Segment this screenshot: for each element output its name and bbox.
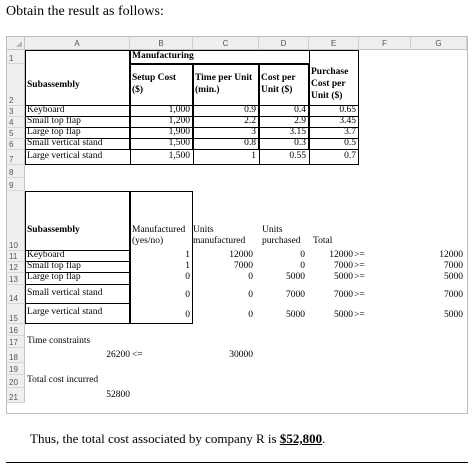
table2-name-cell[interactable]: Keyboard <box>27 250 65 260</box>
cost-per-unit-header: Cost per <box>261 73 296 83</box>
manufactured-header: Manufactured <box>132 225 186 235</box>
units-manufactured-cell[interactable]: 0 <box>248 272 253 282</box>
purchase-cost-header-line2: Cost per <box>311 79 346 89</box>
cost-per-unit-cell[interactable]: 2.9 <box>294 116 306 126</box>
table2-name-cell[interactable]: Small top flap <box>27 261 81 271</box>
time-available-cell[interactable]: 30000 <box>229 350 253 360</box>
manufactured-flag-cell[interactable]: 0 <box>185 290 190 300</box>
time-constraint-operator[interactable]: <= <box>132 350 143 360</box>
conclusion-sentence: Thus, the total cost associated by company R is <box>30 431 280 446</box>
total-cell[interactable]: 12000 <box>329 250 353 260</box>
row-header[interactable]: 10 <box>7 191 25 251</box>
purchase-cost-cell[interactable]: 0.65 <box>339 105 356 115</box>
setup-cost-cell[interactable]: 1,200 <box>168 116 190 126</box>
manufactured-flag-cell[interactable]: 1 <box>185 261 190 271</box>
row-header[interactable]: 3 <box>7 106 25 117</box>
units-purchased-header-line2: purchased <box>262 236 301 246</box>
row-header[interactable]: 16 <box>7 324 25 336</box>
column-header-f[interactable]: F <box>359 37 411 50</box>
manufactured-flag-cell[interactable]: 0 <box>185 310 190 320</box>
setup-cost-header: Setup Cost <box>132 73 177 83</box>
table2-row-divider <box>25 303 130 304</box>
table1-edge <box>309 150 310 165</box>
setup-cost-cell[interactable]: 1,500 <box>168 151 190 161</box>
units-manufactured-cell[interactable]: 0 <box>248 310 253 320</box>
time-constraints-label[interactable]: Time constraints <box>27 336 91 346</box>
cost-per-unit-cell[interactable]: 0.4 <box>294 105 306 115</box>
purchase-cost-cell[interactable]: 3.45 <box>339 116 356 126</box>
units-purchased-header: Units <box>262 225 283 235</box>
row-header[interactable]: 19 <box>7 363 25 375</box>
manufactured-flag-cell[interactable]: 1 <box>185 250 190 260</box>
total-cell[interactable]: 7000 <box>334 290 353 300</box>
row-header[interactable]: 7 <box>7 150 25 165</box>
units-purchased-cell[interactable]: 5000 <box>286 272 305 282</box>
units-purchased-cell[interactable]: 0 <box>300 261 305 271</box>
requirement-cell[interactable]: 7000 <box>444 290 463 300</box>
total-header: Total <box>313 236 333 246</box>
table2-subassembly-header: Subassembly <box>27 225 80 235</box>
units-manufactured-header: Units <box>193 225 214 235</box>
manufactured-flag-cell[interactable]: 0 <box>185 272 190 282</box>
setup-cost-cell[interactable]: 1,900 <box>168 127 190 137</box>
purchase-cost-cell[interactable]: 3.7 <box>344 127 356 137</box>
requirement-cell[interactable]: 5000 <box>444 272 463 282</box>
spreadsheet[interactable] <box>6 36 468 414</box>
units-manufactured-cell[interactable]: 12000 <box>229 250 253 260</box>
table1-name-cell[interactable]: Small vertical stand <box>27 138 103 148</box>
units-purchased-cell[interactable]: 7000 <box>286 290 305 300</box>
intro-text: Obtain the result as follows: <box>6 4 164 19</box>
setup-cost-header-unit: ($) <box>132 85 144 95</box>
time-per-unit-cell[interactable]: 2.2 <box>244 116 256 126</box>
table1-edge <box>25 150 26 165</box>
time-per-unit-header-unit: (min.) <box>195 85 220 95</box>
column-header-e[interactable]: E <box>309 37 359 50</box>
time-per-unit-cell[interactable]: 0.8 <box>244 138 256 148</box>
constraint-operator-cell[interactable]: >= <box>354 250 365 260</box>
column-header-a[interactable]: A <box>25 37 130 50</box>
constraint-operator-cell[interactable]: >= <box>354 310 365 320</box>
constraint-operator-cell[interactable]: >= <box>354 272 365 282</box>
cost-per-unit-cell[interactable]: 3.15 <box>289 127 306 137</box>
time-per-unit-cell[interactable]: 1 <box>251 151 256 161</box>
constraint-operator-cell[interactable]: >= <box>354 261 365 271</box>
conclusion-text <box>30 431 325 447</box>
units-manufactured-cell[interactable]: 7000 <box>234 261 253 271</box>
column-header-b[interactable]: B <box>130 37 193 50</box>
row-header[interactable]: 13 <box>7 273 25 285</box>
purchase-cost-header-unit: Unit ($) <box>311 91 343 101</box>
time-per-unit-cell[interactable]: 0.9 <box>244 105 256 115</box>
row-header[interactable]: 21 <box>7 388 25 403</box>
select-all-corner[interactable] <box>7 37 25 50</box>
time-per-unit-cell[interactable]: 3 <box>251 127 256 137</box>
purchase-cost-cell[interactable]: 0.7 <box>344 151 356 161</box>
row-header[interactable]: 8 <box>7 165 25 178</box>
manufacturing-group-header: Manufacturing <box>132 51 194 61</box>
purchase-cost-header: Purchase <box>311 67 349 77</box>
row-header[interactable]: 5 <box>7 128 25 139</box>
requirement-cell[interactable]: 12000 <box>439 250 463 260</box>
cost-per-unit-cell[interactable]: 0.55 <box>289 151 306 161</box>
row-header[interactable]: 18 <box>7 348 25 363</box>
row-header[interactable]: 11 <box>7 251 25 262</box>
table1-name-cell[interactable]: Keyboard <box>27 105 65 115</box>
purchase-cost-cell[interactable]: 0.5 <box>344 138 356 148</box>
column-header-d[interactable]: D <box>259 37 309 50</box>
conclusion-period: . <box>322 431 326 446</box>
units-manufactured-header-line2: manufactured <box>193 236 246 246</box>
column-header-g[interactable]: G <box>411 37 467 50</box>
table1-name-cell[interactable]: Large vertical stand <box>27 151 103 161</box>
units-purchased-cell[interactable]: 0 <box>300 250 305 260</box>
table2-name-cell[interactable]: Small vertical stand <box>27 288 103 298</box>
row-header[interactable]: 17 <box>7 336 25 348</box>
total-cell[interactable]: 5000 <box>334 310 353 320</box>
total-cell[interactable]: 5000 <box>334 272 353 282</box>
table1-edge <box>193 150 194 165</box>
table2-name-cell[interactable]: Large vertical stand <box>27 307 103 317</box>
table2-row-divider <box>25 284 130 285</box>
row-header[interactable]: 6 <box>7 139 25 150</box>
setup-cost-cell[interactable]: 1,500 <box>168 138 190 148</box>
divider-line <box>6 462 468 463</box>
row-header[interactable]: 12 <box>7 262 25 273</box>
requirement-cell[interactable]: 7000 <box>444 261 463 271</box>
row-header[interactable]: 1 <box>7 50 25 64</box>
table1-edge <box>259 150 260 165</box>
constraint-operator-cell[interactable]: >= <box>354 290 365 300</box>
row-header[interactable]: 9 <box>7 178 25 191</box>
cost-per-unit-cell[interactable]: 0.3 <box>294 138 306 148</box>
total-cell[interactable]: 7000 <box>334 261 353 271</box>
units-purchased-cell[interactable]: 5000 <box>286 310 305 320</box>
cost-per-unit-header-unit: Unit ($) <box>261 85 293 95</box>
row-header[interactable]: 4 <box>7 117 25 128</box>
table1-name-cell[interactable]: Large top flap <box>27 127 81 137</box>
total-cost-value[interactable]: 52800 <box>106 390 130 400</box>
requirement-cell[interactable]: 5000 <box>444 310 463 320</box>
table1-name-cell[interactable]: Small top flap <box>27 116 81 126</box>
manufactured-header-unit: (yes/no) <box>132 236 164 246</box>
row-header[interactable]: 14 <box>7 285 25 304</box>
units-manufactured-cell[interactable]: 0 <box>248 290 253 300</box>
setup-cost-cell[interactable]: 1,000 <box>168 105 190 115</box>
subassembly-header: Subassembly <box>27 80 80 90</box>
column-header-c[interactable]: C <box>193 37 259 50</box>
time-used-cell[interactable]: 26200 <box>106 350 130 360</box>
time-per-unit-header: Time per Unit <box>195 73 253 83</box>
total-cost-amount: $52,800 <box>279 431 323 446</box>
row-header[interactable]: 2 <box>7 64 25 106</box>
table1-edge <box>130 150 131 165</box>
table1-edge <box>358 150 359 165</box>
total-cost-label[interactable]: Total cost incurred <box>27 375 99 385</box>
row-header[interactable]: 15 <box>7 304 25 324</box>
table2-name-cell[interactable]: Large top flap <box>27 272 81 282</box>
row-header[interactable]: 20 <box>7 375 25 388</box>
